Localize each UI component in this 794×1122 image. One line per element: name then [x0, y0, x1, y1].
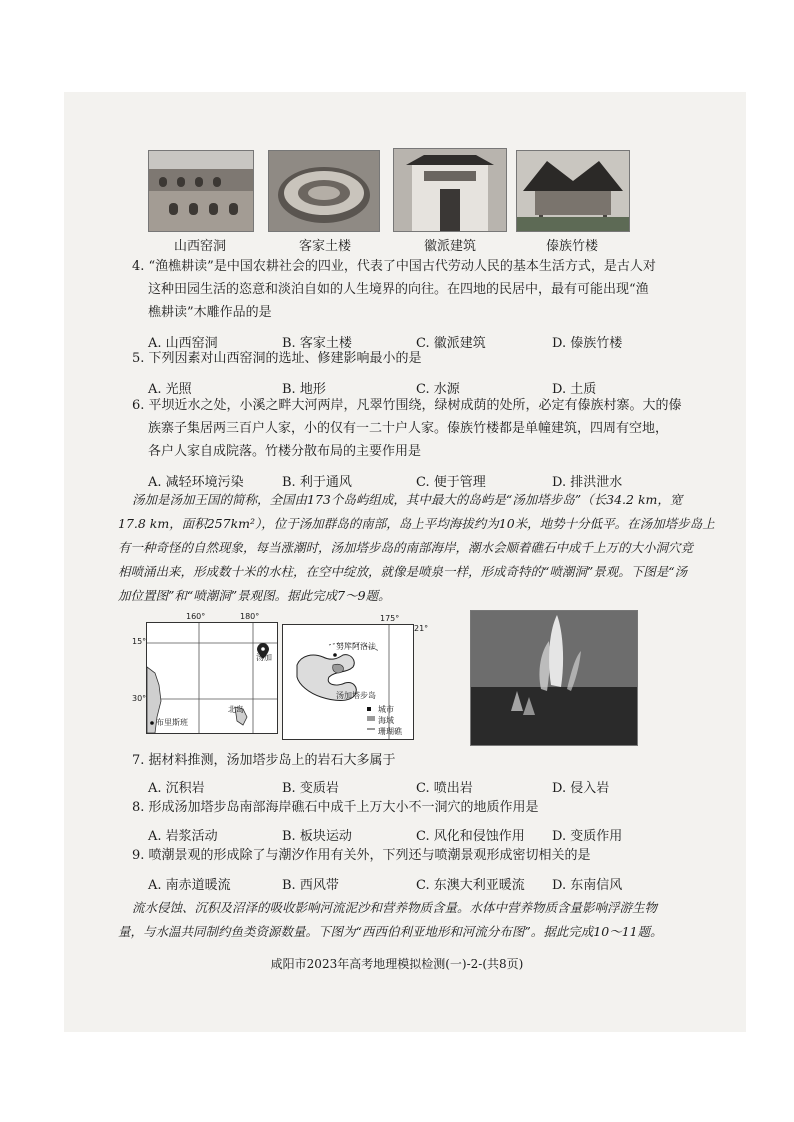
q5-option-a: A. 光照 — [148, 382, 192, 397]
q6-line2: 族寨子集居两三百户人家，小的仅有一二十户人家。傣族竹楼都是单幢建筑，四周有空地， — [148, 421, 669, 436]
tonga-line2: 17.8 km，面积257km²），位于汤加群岛的南部，岛上平均海拔约为10米，地势十分低平。在汤加塔步岛上 — [118, 516, 715, 531]
map2-legend-sea: 海域 — [378, 716, 394, 725]
map2-label-nukualofa: 努库阿洛法 — [336, 642, 376, 651]
q8-option-d: D. 变质作用 — [552, 829, 623, 844]
q6-option-b: B. 利于通风 — [282, 475, 352, 490]
q8-option-a: A. 岩浆活动 — [148, 829, 218, 844]
q5-option-d: D. 土质 — [552, 382, 597, 397]
map1-label-north-island: 北岛 — [228, 705, 244, 714]
tonga-line1: 汤加是汤加王国的简称，全国由173个岛屿组成，其中最大的岛屿是“汤加塔步岛”（长34.2 km，宽 — [132, 492, 683, 507]
q7-option-b: B. 变质岩 — [282, 781, 339, 796]
blowhole-image — [471, 611, 637, 745]
q5-stem: 5. 下列因素对山西窑洞的选址、修建影响最小的是 — [132, 351, 422, 366]
river-line1: 流水侵蚀、沉积及沼泽的吸收影响河流泥沙和营养物质含量。水体中营养物质含量影响浮游生物 — [132, 900, 658, 915]
blowhole-photo — [470, 610, 638, 746]
q7-stem: 7. 据材料推测，汤加塔步岛上的岩石大多属于 — [132, 753, 396, 768]
q9-option-c: C. 东澳大利亚暖流 — [416, 878, 525, 893]
q8-option-b: B. 板块运动 — [282, 829, 352, 844]
q6-option-d: D. 排洪泄水 — [552, 475, 623, 490]
map2-legend-city: 城市 — [378, 705, 394, 714]
q8-option-c: C. 风化和侵蚀作用 — [416, 829, 525, 844]
map2-lon-tick: 175° — [380, 614, 400, 623]
q9-option-b: B. 西风带 — [282, 878, 339, 893]
tonga-line5: 加位置图”和“喷潮洞”景观图。据此完成7～9题。 — [118, 588, 391, 603]
tulou-image — [269, 151, 379, 231]
q9-option-a: A. 南赤道暖流 — [148, 878, 231, 893]
q7-option-c: C. 喷出岩 — [416, 781, 473, 796]
yaodong-image — [149, 151, 253, 231]
q7-option-d: D. 侵入岩 — [552, 781, 610, 796]
tonga-line3: 有一种奇怪的自然现象，每当涨潮时，汤加塔步岛的南部海岸，潮水会顺着礁石中成千上万的大小洞穴竞 — [118, 540, 694, 555]
q4-option-a: A. 山西窑洞 — [148, 336, 218, 351]
map1-lon-tick-180: 180° — [240, 612, 260, 621]
page-footer: 咸阳市2023年高考地理模拟检测(一)-2-(共8页) — [270, 957, 524, 971]
q4-option-b: B. 客家土楼 — [282, 336, 352, 351]
q8-stem: 8. 形成汤加塔步岛南部海岸礁石中成千上万大小不一洞穴的地质作用是 — [132, 800, 539, 815]
q6-option-c: C. 便于管理 — [416, 475, 486, 490]
zhulou-photo — [516, 150, 630, 232]
map2-lat-tick: 21° — [414, 624, 429, 633]
tulou-photo — [268, 150, 380, 232]
photo-caption-zhulou: 傣族竹楼 — [545, 239, 598, 254]
q9-stem: 9. 喷潮景观的形成除了与潮汐作用有关外，下列还与喷潮景观形成密切相关的是 — [132, 848, 591, 863]
q5-option-b: B. 地形 — [282, 382, 326, 397]
photo-caption-yaodong: 山西窑洞 — [173, 239, 226, 254]
map1-lat-tick-30: 30° — [132, 694, 147, 703]
map1-label-brisbane: 布里斯班 — [156, 718, 188, 727]
tonga-line4: 相喷涌出来，形成数十米的水柱，在空中绽放，就像是喷泉一样，形成奇特的“喷潮洞”景观。下图是“汤 — [118, 564, 688, 579]
photo-caption-huipai: 徽派建筑 — [423, 239, 476, 254]
q6-line1: 6. 平坝近水之处，小溪之畔大河两岸，凡翠竹围绕，绿树成荫的处所，必定有傣族村寨。大的傣 — [132, 398, 682, 413]
map1-lat-tick-15: 15° — [132, 637, 147, 646]
huipai-image — [394, 149, 506, 231]
q4-option-c: C. 徽派建筑 — [416, 336, 486, 351]
map1-label-tonga: 汤加 — [256, 653, 272, 662]
q4-line3: 樵耕读”木雕作品的是 — [148, 305, 272, 320]
q4-option-d: D. 傣族竹楼 — [552, 336, 623, 351]
q4-line2: 这种田园生活的恣意和淡泊自如的人生境界的向往。在四地的民居中，最有可能出现“渔 — [148, 282, 649, 297]
q6-line3: 各户人家自成院落。竹楼分散布局的主要作用是 — [148, 444, 422, 459]
q4-line1: 4. “渔樵耕读”是中国农耕社会的四业，代表了中国古代劳动人民的基本生活方式，是古人对 — [132, 259, 656, 274]
zhulou-image — [517, 151, 629, 231]
q5-option-c: C. 水源 — [416, 382, 460, 397]
q9-option-d: D. 东南信风 — [552, 878, 623, 893]
huipai-photo — [393, 148, 507, 232]
map1-lon-tick-160: 160° — [186, 612, 206, 621]
yaodong-photo — [148, 150, 254, 232]
q7-option-a: A. 沉积岩 — [148, 781, 205, 796]
q6-option-a: A. 减轻环境污染 — [148, 475, 244, 490]
photo-caption-tulou: 客家土楼 — [298, 239, 351, 254]
river-line2: 量，与水温共同制约鱼类资源数量。下图为“西西伯利亚地形和河流分布图”。据此完成10～11题。 — [118, 924, 663, 939]
map2-legend-reef: 珊瑚礁 — [378, 727, 402, 736]
map2-label-tongatapu: 汤加塔步岛 — [336, 691, 376, 700]
